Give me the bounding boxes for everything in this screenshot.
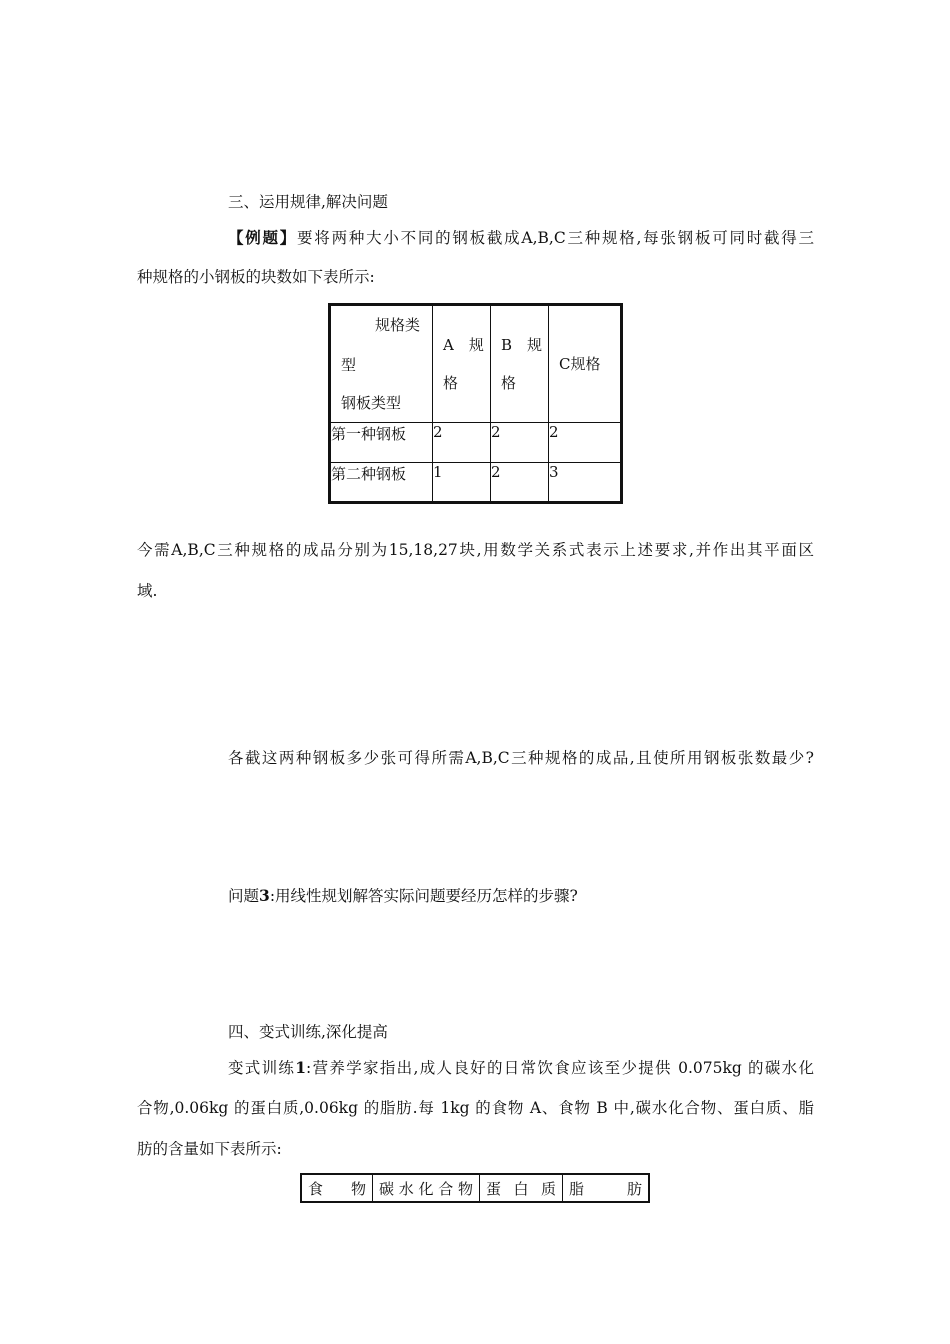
header-spec-c	[549, 305, 622, 423]
row-value-a: 1	[433, 462, 491, 502]
header-spec-b-line2: 格	[501, 374, 517, 392]
row-value-c: 2	[549, 422, 622, 462]
header-spec-a	[433, 305, 491, 423]
table-row	[330, 462, 622, 502]
corner-header-mid: 型	[341, 356, 357, 374]
header-food: 食物	[301, 1174, 373, 1202]
header-spec-b	[491, 305, 549, 423]
cutting-question: 各截这两种钢板多少张可得所需A,B,C三种规格的成品,且使所用钢板张数最少?	[228, 749, 814, 767]
section-4-heading: 四、变式训练,深化提高	[228, 1023, 388, 1041]
drill-line-3: 肪的含量如下表所示:	[137, 1140, 282, 1158]
table-header-row	[301, 1174, 649, 1202]
requirement-line-2: 域.	[137, 582, 158, 600]
question-3	[228, 888, 578, 905]
section-3-heading: 三、运用规律,解决问题	[228, 193, 388, 211]
example-label: 【例题】	[228, 228, 298, 247]
food-nutrient-table	[300, 1173, 650, 1203]
row-value-b: 2	[491, 462, 549, 502]
requirement-line-1: 今需A,B,C三种规格的成品分别为15,18,27块,用数学关系式表示上述要求,并作出其平面区	[137, 541, 814, 559]
drill-line-1-text: :营养学家指出,成人良好的日常饮食应该至少提供 0.075kg 的碳水化	[306, 1059, 814, 1077]
header-spec-a-line1: A 规	[443, 336, 484, 354]
drill-prefix: 变式训练	[228, 1059, 296, 1077]
header-fat: 脂肪	[563, 1174, 650, 1202]
table-corner-header	[330, 305, 433, 423]
question-3-number: 3	[259, 886, 270, 905]
row-value-b: 2	[491, 422, 549, 462]
question-3-text: :用线性规划解答实际问题要经历怎样的步骤?	[269, 887, 578, 905]
row-value-c: 3	[549, 462, 622, 502]
corner-header-top: 规格类	[375, 316, 421, 334]
row-value-a: 2	[433, 422, 491, 462]
header-spec-a-line2: 格	[443, 374, 459, 392]
example-text: 要将两种大小不同的钢板截成A,B,C三种规格,每张钢板可同时截得三	[297, 229, 814, 247]
table-row	[330, 422, 622, 462]
drill-line-2: 合物,0.06kg 的蛋白质,0.06kg 的脂肪.每 1kg 的食物 A、食物 B 中,碳水化合物、蛋白质、脂	[137, 1099, 814, 1117]
header-spec-b-line1: B 规	[501, 336, 543, 354]
steel-plate-table	[328, 303, 623, 504]
row-plate-name: 第二种钢板	[330, 462, 433, 502]
header-spec-c-label: C规格	[559, 355, 601, 373]
question-3-prefix: 问题	[228, 887, 260, 905]
corner-header-bottom: 钢板类型	[341, 394, 402, 412]
example-paragraph-line-1	[228, 230, 814, 247]
header-protein: 蛋白质	[480, 1174, 563, 1202]
drill-line-1	[228, 1060, 814, 1077]
header-carbohydrate: 碳水化合物	[373, 1174, 480, 1202]
drill-number: 1	[295, 1058, 307, 1077]
example-paragraph-line-2: 种规格的小钢板的块数如下表所示:	[137, 268, 375, 286]
row-plate-name: 第一种钢板	[330, 422, 433, 462]
